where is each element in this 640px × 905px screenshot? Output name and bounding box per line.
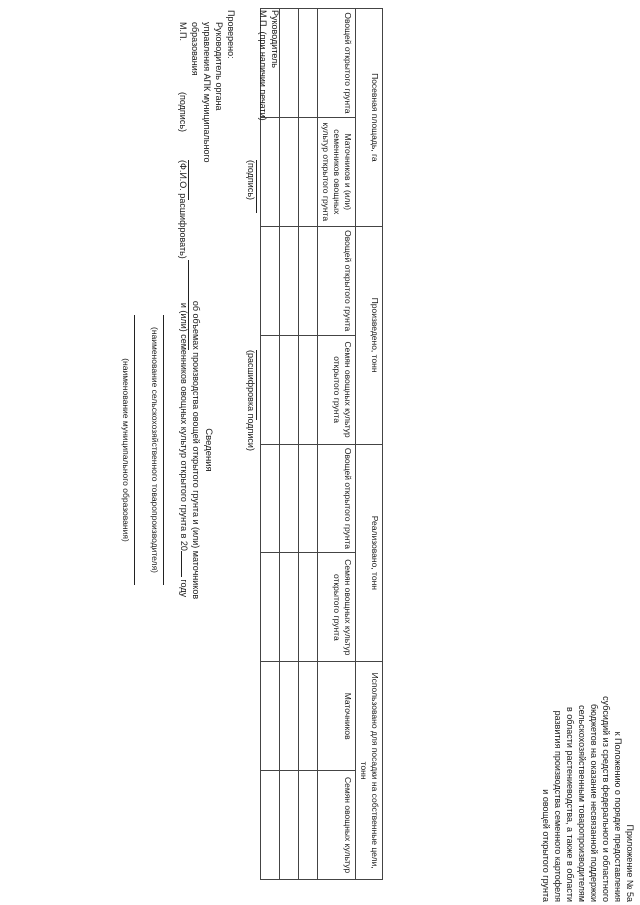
- title-year-suffix: году: [179, 579, 189, 598]
- producer-caption: (наименование сельскохозяйственного товаропроизводителя): [150, 326, 160, 574]
- authority-caption-row: [176, 10, 188, 630]
- annex-line: к Положению о порядке предоставления: [613, 731, 623, 902]
- sign-caption: (подпись): [246, 160, 256, 201]
- authority-signature-line[interactable]: [188, 160, 200, 200]
- table-cell[interactable]: [280, 117, 299, 226]
- verified-label: Проверено:: [226, 10, 236, 59]
- authority-sign-caption: (подпись): [178, 92, 188, 133]
- title-line-2-text: и (или) семенников овощных культур открытого грунта в 20: [179, 302, 189, 551]
- authority-row-3: [188, 10, 200, 630]
- title-heading: Сведения: [203, 428, 214, 472]
- subheader-cell: Овощей открытого грунта: [318, 444, 356, 553]
- table-cell[interactable]: [280, 771, 299, 880]
- subheader-cell: Семян овощных культур: [318, 771, 356, 880]
- authority-line-3: образования: [190, 22, 200, 76]
- annex-line: развития производства семенного картофеля: [553, 710, 563, 902]
- municipality-blank-line[interactable]: [134, 315, 135, 585]
- authority-fio-line[interactable]: [188, 260, 200, 350]
- authority-row-2: [200, 10, 212, 630]
- table-cell[interactable]: [280, 553, 299, 662]
- table-subheader-row: [318, 9, 356, 880]
- authority-mp-label: М.П.: [178, 22, 188, 41]
- subheader-cell: Маточников и (или) семенников овощных культур открытого грунта: [318, 117, 356, 226]
- header-used-own: Использовано для посадки на собственные цели, тонн: [356, 662, 383, 880]
- annex-line: в области растениеводства, а также в области: [565, 707, 575, 902]
- authority-line-2: управления АПК муниципального: [202, 22, 212, 163]
- table-cell[interactable]: [280, 226, 299, 335]
- table-row: [280, 9, 299, 880]
- table-cell[interactable]: [299, 226, 318, 335]
- table-cell[interactable]: [280, 444, 299, 553]
- table-cell[interactable]: [280, 9, 299, 118]
- table-cell[interactable]: [261, 662, 280, 771]
- annex-line: субсидий из средств федерального и областного: [601, 696, 611, 902]
- table-cell[interactable]: [299, 553, 318, 662]
- header-sold: Реализовано, тонн: [356, 444, 383, 662]
- head-decode-line[interactable]: [256, 350, 268, 420]
- title-line-1: об объемах производства овощей открытого грунта и (или) маточников: [191, 300, 201, 600]
- header-produced: Произведено, тонн: [356, 226, 383, 444]
- subheader-cell: Семян овощных культур открытого грунта: [318, 553, 356, 662]
- producer-blank-line[interactable]: [163, 315, 164, 585]
- subheader-cell: Маточников: [318, 662, 356, 771]
- table-cell[interactable]: [299, 771, 318, 880]
- signature-block: [176, 10, 280, 630]
- subheader-cell: Семян овощных культур открытого грунта: [318, 335, 356, 444]
- table-cell[interactable]: [299, 662, 318, 771]
- verified-row: [224, 10, 236, 630]
- header-sown-area: Посевная площадь, га: [356, 9, 383, 227]
- head-caption-row: [244, 10, 256, 630]
- table-cell[interactable]: [280, 662, 299, 771]
- head-label: Руководитель: [270, 10, 280, 68]
- annex-line: Приложение № 5а: [625, 824, 635, 902]
- table-cell[interactable]: [299, 9, 318, 118]
- table-cell[interactable]: [299, 335, 318, 444]
- table-group-header-row: [356, 9, 383, 880]
- authority-line-1: Руководитель органа: [214, 22, 224, 111]
- table-cell[interactable]: [261, 771, 280, 880]
- table-cell[interactable]: [299, 444, 318, 553]
- annex-line: бюджетов на оказание несвязанной поддержки: [589, 704, 599, 902]
- table-row: [299, 9, 318, 880]
- head-sign-row: [256, 10, 268, 630]
- table-cell[interactable]: [299, 117, 318, 226]
- head-signature-line[interactable]: [256, 160, 268, 213]
- annex-line: и овощей открытого грунта: [541, 789, 551, 902]
- stamp-label: М.П. (при наличии печати): [258, 10, 268, 121]
- annex-reference: [540, 672, 636, 902]
- authority-row-1: [212, 10, 224, 630]
- head-row: [268, 10, 280, 630]
- annex-line: сельскохозяйственным товаропроизводителям: [577, 705, 587, 902]
- subheader-cell: Овощей открытого грунта: [318, 9, 356, 118]
- table-cell[interactable]: [280, 335, 299, 444]
- subheader-cell: Овощей открытого грунта: [318, 226, 356, 335]
- decode-caption: (расшифровка подписи): [246, 350, 256, 451]
- fio-caption: (Ф.И.О. расшифровать): [178, 160, 188, 259]
- municipality-caption: (наименование муниципального образования): [121, 358, 131, 542]
